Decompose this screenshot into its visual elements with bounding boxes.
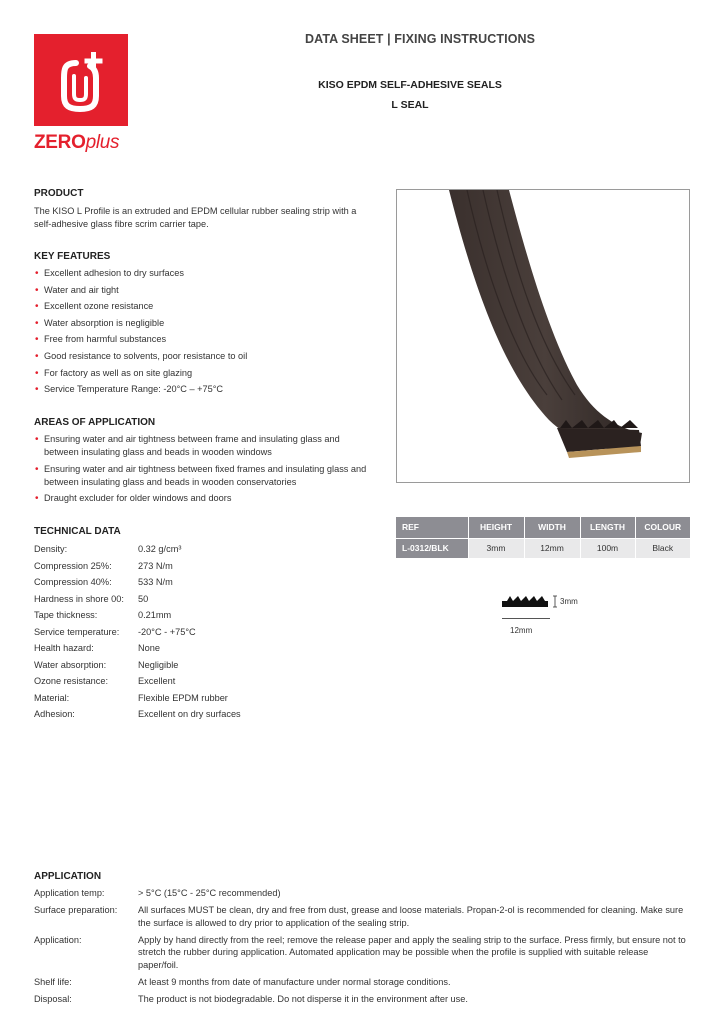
list-item: • Excellent adhesion to dry surfaces — [34, 267, 374, 280]
col-header: REF — [396, 517, 468, 538]
application-key: Application: — [34, 934, 82, 945]
spec-value: Excellent on dry surfaces — [138, 709, 241, 719]
application-row — [34, 904, 694, 929]
spec-key: Adhesion: — [34, 709, 75, 719]
application-row — [34, 934, 694, 972]
application-table — [34, 887, 694, 1010]
spec-value: Excellent — [138, 676, 176, 686]
application-value: The product is not biodegradable. Do not disperse it in the environment after use. — [138, 993, 468, 1004]
application-key: Surface preparation: — [34, 905, 118, 915]
col-header: HEIGHT — [468, 517, 524, 538]
spec-value: None — [138, 643, 160, 653]
list-item: • Water and air tight — [34, 284, 374, 297]
list-item: • Service Temperature Range: -20°C – +75°C — [34, 383, 374, 396]
l-profile-icon — [500, 591, 560, 611]
application-key: Disposal: — [34, 993, 72, 1004]
table-header-row — [396, 517, 690, 538]
product-title: KISO EPDM SELF-ADHESIVE SEALS — [318, 79, 502, 91]
table-cell: 3mm — [468, 538, 524, 558]
application-row — [34, 887, 694, 900]
technical-heading: TECHNICAL DATA — [34, 526, 121, 537]
table-cell: Black — [635, 538, 690, 558]
table-cell: L-0312/BLK — [396, 538, 468, 558]
spec-key: Hardness in shore 00: — [34, 593, 124, 604]
spec-row — [34, 541, 374, 558]
height-dimension-label: 3mm — [560, 597, 578, 606]
application-row — [34, 976, 694, 989]
spec-row — [34, 657, 374, 674]
spec-value: Flexible EPDM rubber — [138, 692, 228, 703]
col-header: LENGTH — [580, 517, 635, 538]
list-item: • Excellent ozone resistance — [34, 300, 374, 313]
spec-row — [34, 574, 374, 591]
table-cell: 12mm — [524, 538, 580, 558]
spec-row — [34, 558, 374, 575]
document-type: DATA SHEET | FIXING INSTRUCTIONS — [305, 32, 536, 46]
product-description: The KISO L Profile is an extruded and EPDM cellular rubber sealing strip with a self-adhesive glass fibre scrim carrier tape. — [34, 206, 357, 229]
spec-key: Water absorption: — [34, 659, 107, 670]
brand-name-bold: ZERO — [34, 132, 86, 153]
spec-value: 533 N/m — [138, 577, 173, 587]
profile-cross-section-diagram — [500, 591, 560, 611]
areas-heading: AREAS OF APPLICATION — [34, 417, 156, 428]
application-value: Apply by hand directly from the reel; remove the release paper and apply the sealing strip to the surface. Press firmly, but ensure not to stretch the rubber during application. Automated application may be possible when the profile is supplied with suitable release paper/foil. — [138, 934, 686, 970]
table-row — [396, 538, 690, 558]
width-dimension-label: 12mm — [510, 626, 533, 635]
spec-value: 0.32 g/cm³ — [138, 544, 182, 554]
spec-key: Service temperature: — [34, 626, 120, 637]
spec-value: -20°C - +75°C — [138, 626, 196, 637]
spec-key: Health hazard: — [34, 643, 94, 653]
application-value: At least 9 months from date of manufacture under normal storage conditions. — [138, 976, 451, 987]
spec-row — [34, 591, 374, 608]
application-key: Application temp: — [34, 888, 105, 898]
spec-row — [34, 673, 374, 690]
spec-value: 50 — [138, 593, 149, 604]
application-key: Shelf life: — [34, 976, 72, 987]
product-subtitle: L SEAL — [391, 99, 429, 111]
spec-key: Compression 40%: — [34, 577, 112, 587]
product-spec-table — [396, 517, 690, 558]
spec-key: Ozone resistance: — [34, 676, 109, 686]
spec-row — [34, 607, 374, 624]
application-row — [34, 993, 694, 1006]
application-value: > 5°C (15°C - 25°C recommended) — [138, 888, 281, 898]
seal-strip-illustration — [397, 190, 690, 483]
brand-name-light: plus — [85, 132, 120, 153]
list-item: • For factory as well as on site glazing — [34, 367, 374, 380]
brand-wordmark — [34, 132, 119, 154]
list-item: • Good resistance to solvents, poor resistance to oil — [34, 350, 374, 363]
key-features-heading: KEY FEATURES — [34, 251, 111, 262]
spec-row — [34, 690, 374, 707]
spec-key: Compression 25%: — [34, 560, 112, 571]
list-item: • Water absorption is negligible — [34, 317, 374, 330]
areas-list — [34, 433, 374, 509]
spec-key: Density: — [34, 544, 68, 554]
spec-key: Tape thickness: — [34, 610, 98, 620]
col-header: COLOUR — [635, 517, 690, 538]
spec-value: 273 N/m — [138, 560, 173, 571]
spec-row — [34, 640, 374, 657]
list-item: • Draught excluder for older windows and doors — [34, 492, 374, 505]
width-dimension-line — [502, 618, 550, 619]
spec-row — [34, 706, 374, 723]
product-image — [396, 189, 690, 483]
spec-row — [34, 624, 374, 641]
key-features-list — [34, 267, 374, 400]
list-item: • Ensuring water and air tightness between frame and insulating glass and between insulating glass and beads in wooden windows — [34, 433, 374, 459]
table-cell: 100m — [580, 538, 635, 558]
list-item: • Ensuring water and air tightness between fixed frames and insulating glass and between insulating glass and beads in wooden conservatories — [34, 463, 374, 489]
spec-value: 0.21mm — [138, 610, 172, 620]
technical-table — [34, 541, 374, 723]
spec-key: Material: — [34, 692, 70, 703]
list-item: • Free from harmful substances — [34, 333, 374, 346]
product-heading: PRODUCT — [34, 188, 84, 199]
col-header: WIDTH — [524, 517, 580, 538]
spec-value: Negligible — [138, 659, 179, 670]
application-heading: APPLICATION — [34, 871, 102, 882]
application-value: All surfaces MUST be clean, dry and free from dust, grease and loose materials. Propan-2-ol is recommended for cleaning. Make sure the surface is allowed to dry prior to application of the sealing strip. — [138, 905, 684, 928]
